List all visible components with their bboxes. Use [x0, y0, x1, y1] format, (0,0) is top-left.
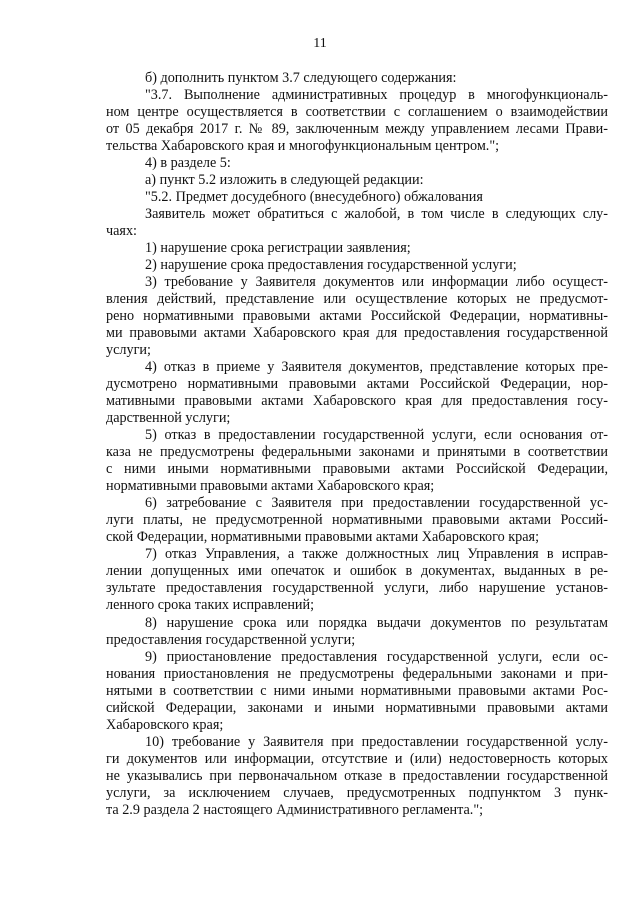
text-line: ской Федерации, нормативными правовыми актами Хабаровского края;: [106, 529, 540, 546]
text-line: дусмотрено нормативными правовыми актами Российской Федерации, нор-: [106, 376, 608, 393]
text-line: 2) нарушение срока предоставления государственной услуги;: [145, 257, 517, 274]
text-line: 9) приостановление предоставления государственной услуги, если ос-: [145, 648, 608, 665]
text-line: 7) отказ Управления, а также должностных лиц Управления в исправ-: [145, 546, 608, 563]
text-line: с ними иными нормативными правовыми актами Российской Федерации,: [106, 461, 608, 478]
text-line: тельства Хабаровского края и многофункциональным центром.";: [106, 138, 500, 155]
text-line: 1) нарушение срока регистрации заявления;: [145, 240, 411, 257]
text-line: чаях:: [106, 223, 137, 240]
text-line: та 2.9 раздела 2 настоящего Административного регламента.";: [106, 801, 484, 818]
text-line: "5.2. Предмет досудебного (внесудебного) обжалования: [145, 189, 483, 206]
text-line: сийской Федерации, законами и иными нормативными правовыми актами: [106, 699, 608, 716]
text-line: нятыми в соответствии с ними иными нормативными правовыми актами Рос-: [106, 682, 608, 699]
text-line: 5) отказ в предоставлении государственной услуги, если основания от-: [145, 427, 608, 444]
text-line: каза не предусмотрены федеральными законами и принятыми в соответствии: [106, 444, 608, 461]
text-line: 4) отказ в приеме у Заявителя документов, представление которых пре-: [145, 359, 608, 376]
text-line: Заявитель может обратиться с жалобой, в том числе в следующих слу-: [145, 206, 608, 223]
text-line: 10) требование у Заявителя при предоставлении государственной услу-: [145, 733, 608, 750]
text-line: а) пункт 5.2 изложить в следующей редакции:: [145, 172, 424, 189]
text-line: услуги, за исключением случаев, предусмотренных подпунктом 3 пунк-: [106, 784, 608, 801]
text-line: б) дополнить пунктом 3.7 следующего содержания:: [145, 70, 457, 86]
text-line: 8) нарушение срока или порядка выдачи документов по результатам: [145, 614, 608, 631]
text-line: предоставления государственной услуги;: [106, 631, 356, 648]
text-line: нования приостановления не предусмотрены федеральными законами и при-: [106, 665, 608, 682]
text-line: 4) в разделе 5:: [145, 155, 231, 172]
text-line: зультате предоставления государственной услуги, либо нарушение установ-: [106, 580, 608, 597]
text-line: мативными правовыми актами Хабаровского края для предоставления госу-: [106, 393, 608, 410]
text-line: "3.7. Выполнение административных процедур в многофункциональ-: [145, 87, 608, 104]
text-line: 6) затребование с Заявителя при предоставлении государственной ус-: [145, 495, 608, 512]
text-line: луги платы, не предусмотренной нормативными правовыми актами Россий-: [106, 512, 608, 529]
text-line: нормативными правовыми актами Хабаровского края;: [106, 478, 435, 495]
page-number: 11: [313, 36, 327, 51]
text-line: ном центре осуществляется в соответствии с соглашением о взаимодействии: [106, 104, 608, 121]
text-line: рено нормативными правовыми актами Российской Федерации, нормативны-: [106, 308, 608, 325]
text-line: не указывались при первоначальном отказе в предоставлении государственной: [106, 767, 608, 784]
text-line: ми правовыми актами Хабаровского края для предоставления государственной: [106, 325, 608, 342]
text-line: услуги;: [106, 342, 151, 359]
text-line: ги документов или информации, отсутствие и (или) недостоверность которых: [106, 750, 608, 767]
document-body: [106, 70, 608, 819]
text-line: 3) требование у Заявителя документов или информации либо осущест-: [145, 274, 608, 291]
text-line: лении допущенных ими опечаток и ошибок в документах, выданных в ре-: [106, 563, 608, 580]
text-line: дарственной услуги;: [106, 410, 231, 427]
text-line: вления действий, представление или осуществление которых не предусмот-: [106, 291, 608, 308]
text-line: Хабаровского края;: [106, 716, 224, 733]
text-line: ленного срока таких исправлений;: [106, 597, 315, 614]
text-line: от 05 декабря 2017 г. № 89, заключенным между управлением лесами Прави-: [106, 121, 608, 138]
